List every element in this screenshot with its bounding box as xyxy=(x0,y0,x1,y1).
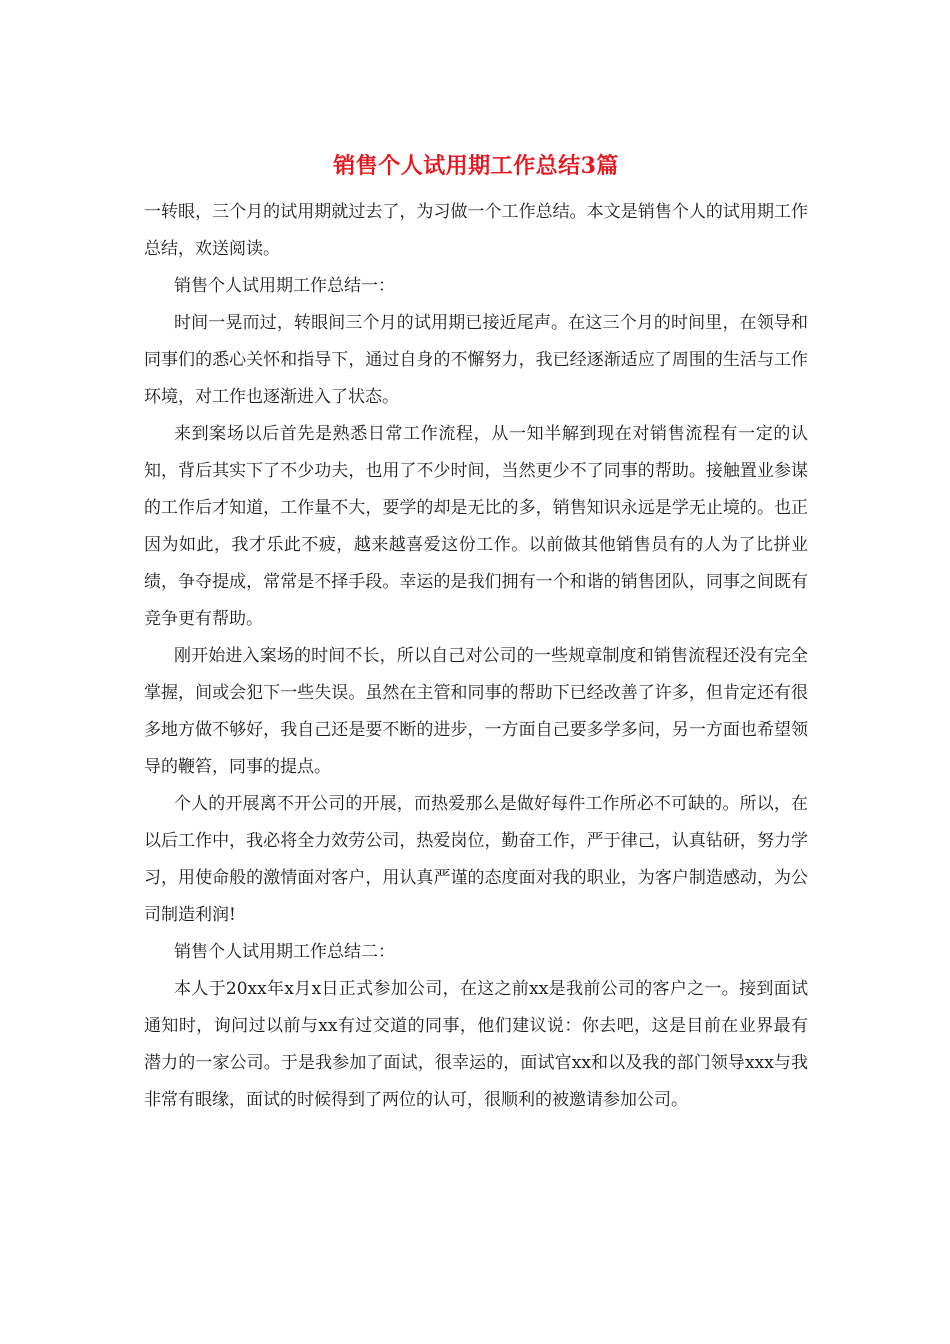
document-body xyxy=(144,194,808,1119)
paragraph: 时间一晃而过，转眼间三个月的试用期已接近尾声。在这三个月的时间里，在领导和同事们的悉心关怀和指导下，通过自身的不懈努力，我已经逐渐适应了周围的生活与工作环境，对工作也逐渐进入了状态。 xyxy=(144,313,808,407)
paragraph: 刚开始进入案场的时间不长，所以自己对公司的一些规章制度和销售流程还没有完全掌握，间或会犯下一些失误。虽然在主管和同事的帮助下已经改善了许多，但肯定还有很多地方做不够好，我自己还是要不断的进步，一方面自己要多学多问，另一方面也希望领导的鞭笞，同事的提点。 xyxy=(144,646,808,777)
section-heading: 销售个人试用期工作总结二： xyxy=(174,942,395,962)
section-heading: 销售个人试用期工作总结一： xyxy=(174,276,395,296)
document-title: 销售个人试用期工作总结3篇 xyxy=(333,153,619,179)
paragraph: 来到案场以后首先是熟悉日常工作流程，从一知半解到现在对销售流程有一定的认知，背后其实下了不少功夫，也用了不少时间，当然更少不了同事的帮助。接触置业参谋的工作后才知道，工作量不大，要学的却是无比的多，销售知识永远是学无止境的。也正因为如此，我才乐此不疲，越来越喜爱这份工作。以前做其他销售员有的人为了比拼业绩，争夺提成，常常是不择手段。幸运的是我们拥有一个和谐的销售团队，同事之间既有竞争更有帮助。 xyxy=(144,424,808,629)
document-page xyxy=(144,148,808,1119)
paragraph: 个人的开展离不开公司的开展，而热爱那么是做好每件工作所必不可缺的。所以，在以后工作中，我必将全力效劳公司，热爱岗位，勤奋工作，严于律己，认真钻研，努力学习，用使命般的激情面对客户，用认真严谨的态度面对我的职业，为客户制造感动，为公司制造利润! xyxy=(144,794,808,925)
paragraph: 本人于20xx年x月x日正式参加公司，在这之前xx是我前公司的客户之一。接到面试通知时，询问过以前与xx有过交道的同事，他们建议说：你去吧，这是目前在业界最有潜力的一家公司。于是我参加了面试，很幸运的，面试官xx和以及我的部门领导xxx与我非常有眼缘，面试的时候得到了两位的认可，很顺利的被邀请参加公司。 xyxy=(144,979,808,1110)
paragraph: 一转眼，三个月的试用期就过去了，为习做一个工作总结。本文是销售个人的试用期工作总结，欢送阅读。 xyxy=(144,202,808,259)
